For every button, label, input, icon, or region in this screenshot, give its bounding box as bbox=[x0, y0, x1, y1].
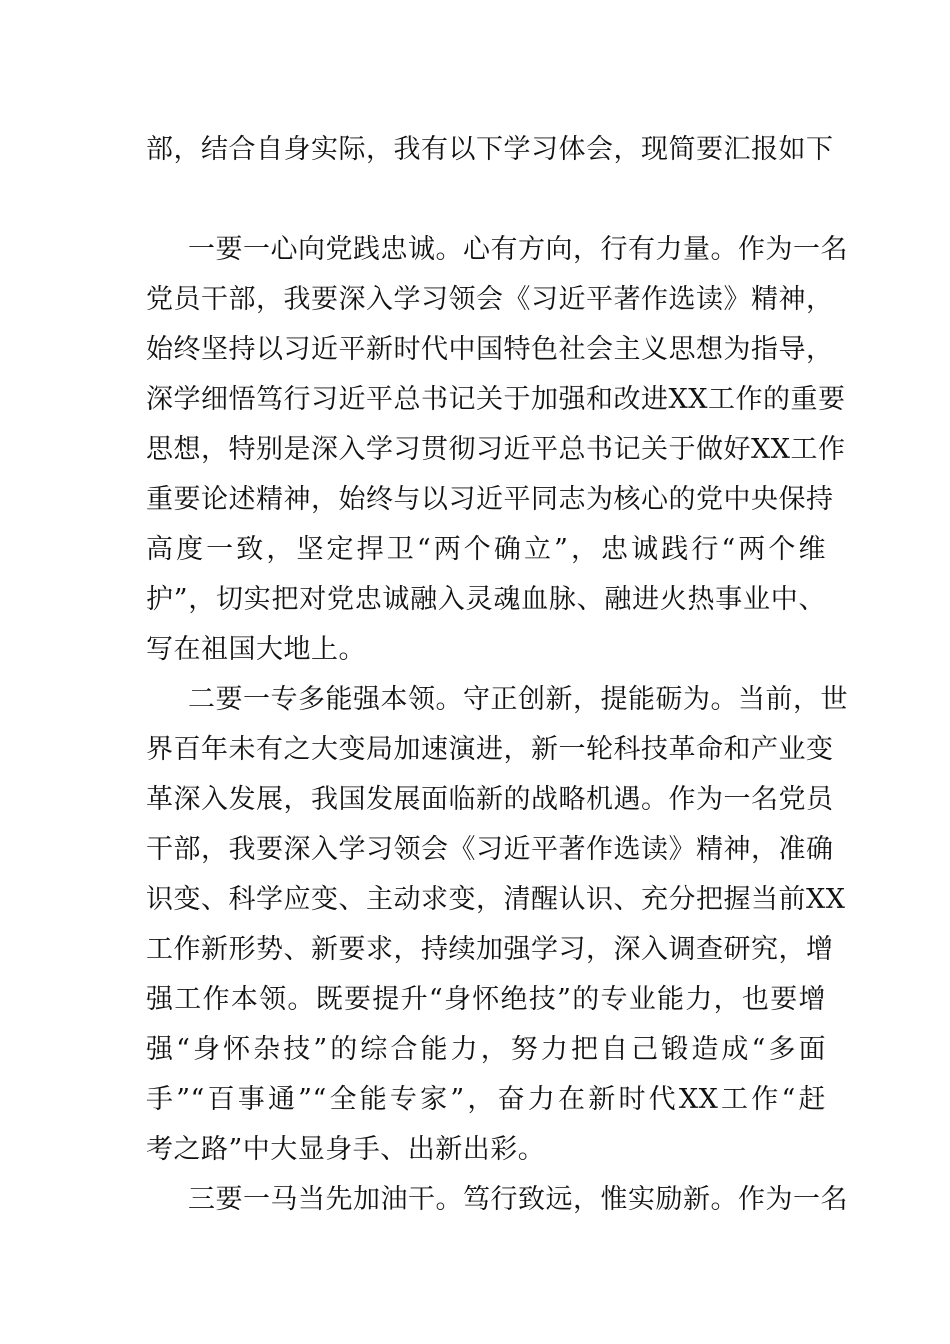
paragraph-2-line-10: 考之路”中大显身手、出新出彩。 bbox=[146, 1134, 546, 1165]
paragraph-1-line-4: 深学细悟笃行习近平总书记关于加强和改进XX工作的重要 bbox=[146, 384, 846, 415]
paragraph-2-line-2: 界百年未有之大变局加速演进，新一轮科技革命和产业变 bbox=[146, 734, 834, 765]
paragraph-1-line-1: 一要一心向党践忠诚。心有方向，行有力量。作为一名 bbox=[188, 234, 848, 265]
paragraph-2-line-3: 革深入发展，我国发展面临新的战略机遇。作为一名党员 bbox=[146, 784, 834, 815]
paragraph-2-line-7: 强工作本领。既要提升“身怀绝技”的专业能力，也要增 bbox=[146, 984, 826, 1015]
paragraph-2-line-5: 识变、科学应变、主动求变，清醒认识、充分把握当前XX bbox=[146, 884, 846, 915]
paragraph-1-line-8: 护”，切实把对党忠诚融入灵魂血脉、融进火热事业中、 bbox=[146, 584, 826, 615]
paragraph-2-line-4: 干部，我要深入学习领会《习近平著作选读》精神，准确 bbox=[146, 834, 834, 865]
paragraph-1-line-2: 党员干部，我要深入学习领会《习近平著作选读》精神， bbox=[146, 284, 834, 315]
paragraph-2-line-1: 二要一专多能强本领。守正创新，提能砺为。当前，世 bbox=[188, 684, 848, 715]
paragraph-1-line-3: 始终坚持以习近平新时代中国特色社会主义思想为指导， bbox=[146, 334, 834, 365]
paragraph-2-line-9: 手”“百事通”“全能专家”，奋力在新时代XX工作“赶 bbox=[146, 1084, 826, 1115]
paragraph-1-line-5: 思想，特别是深入学习贯彻习近平总书记关于做好XX工作 bbox=[146, 434, 846, 465]
paragraph-1-line-7: 高度一致，坚定捍卫“两个确立”，忠诚践行“两个维 bbox=[146, 534, 826, 565]
intro-line: 部，结合自身实际，我有以下学习体会，现简要汇报如下 bbox=[146, 134, 834, 165]
paragraph-1-line-9: 写在祖国大地上。 bbox=[146, 634, 366, 665]
paragraph-1-line-6: 重要论述精神，始终与以习近平同志为核心的党中央保持 bbox=[146, 484, 834, 515]
paragraph-3-line-1: 三要一马当先加油干。笃行致远，惟实励新。作为一名 bbox=[188, 1184, 848, 1215]
paragraph-2-line-8: 强“身怀杂技”的综合能力，努力把自己锻造成“多面 bbox=[146, 1034, 826, 1065]
paragraph-2-line-6: 工作新形势、新要求，持续加强学习，深入调查研究，增 bbox=[146, 934, 834, 965]
